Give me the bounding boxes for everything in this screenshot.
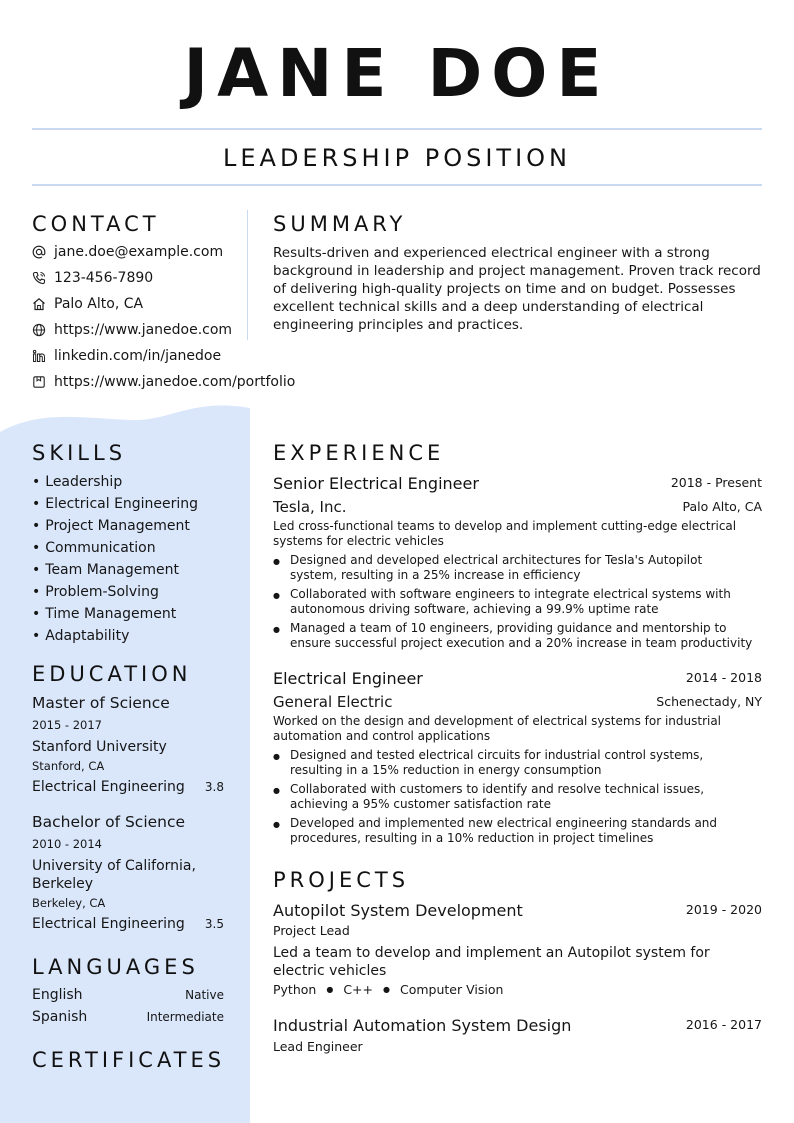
education-school: Stanford University [32, 739, 167, 755]
project-role: Project Lead [273, 923, 350, 938]
separator-dot: ● [326, 985, 334, 994]
job-bullet: ● Managed a team of 10 engineers, providing guidance and mentorship to ensure successful project execution and a 20% increase in team productivity [273, 621, 753, 651]
column-divider [247, 210, 248, 340]
skill-item: • Communication [32, 537, 198, 559]
header-divider-top [32, 128, 762, 130]
certificates-heading: CERTIFICATES [32, 1048, 226, 1072]
job-bullets [273, 553, 753, 655]
education-school: University of California, Berkeley [32, 858, 196, 892]
education-dates: 2010 - 2014 [32, 837, 102, 851]
resume-name: JANE DOE [183, 35, 611, 112]
project-title: Industrial Automation System Design [273, 1016, 572, 1035]
skills-heading: SKILLS [32, 441, 127, 465]
job-description: Led cross-functional teams to develop and implement cutting-edge electrical systems for electric vehicles [273, 519, 737, 548]
education-degree: Master of Science [32, 694, 170, 712]
project-tool: Python [273, 982, 317, 997]
project-title: Autopilot System Development [273, 901, 523, 920]
languages-heading: LANGUAGES [32, 955, 199, 979]
language-name: English [32, 987, 83, 1003]
contact-phone-text: 123-456-7890 [54, 270, 154, 286]
job-title: Senior Electrical Engineer [273, 474, 479, 493]
contact-linkedin-text: linkedin.com/in/janedoe [54, 348, 222, 364]
globe-icon [32, 323, 46, 337]
job-bullet: ● Designed and tested electrical circuits for industrial control systems, resulting in a 15% reduction in energy consumption [273, 748, 753, 778]
contact-website-text: https://www.janedoe.com [54, 322, 233, 338]
job-description: Worked on the design and development of electrical systems for industrial automation and control applications [273, 714, 722, 743]
separator-dot: ● [383, 985, 390, 994]
job-bullet: ● Collaborated with software engineers to integrate electrical systems with autonomous driving software, achieving a 99.9% uptime rate [273, 587, 753, 617]
job-location: Schenectady, NY [656, 694, 762, 709]
portfolio-icon [32, 375, 46, 389]
education-location: Berkeley, CA [32, 896, 106, 910]
contact-portfolio-text: https://www.janedoe.com/portfolio [54, 374, 296, 390]
project-tools [273, 982, 503, 997]
job-company: Tesla, Inc. [273, 498, 347, 516]
experience-heading: EXPERIENCE [273, 441, 445, 465]
project-description: Led a team to develop and implement an Autopilot system for electric vehicles [273, 945, 710, 979]
education-location: Stanford, CA [32, 759, 105, 773]
education-heading: EDUCATION [32, 662, 192, 686]
summary-text: Results-driven and experienced electrical engineer with a strong background in leadership and project management. Proven track record of delivering high-quality projects on time and on budget. Possesses excellent technical skills and a deep understanding of electrical engineering principles and practices. [273, 245, 761, 333]
education-dates: 2015 - 2017 [32, 718, 102, 732]
language-level: Intermediate [146, 1010, 224, 1024]
skill-item: • Time Management [32, 603, 198, 625]
language-name: Spanish [32, 1009, 88, 1025]
contact-email[interactable] [32, 241, 223, 263]
contact-heading: CONTACT [32, 212, 160, 236]
skills-list [32, 471, 198, 647]
position-title: LEADERSHIP POSITION [223, 144, 571, 172]
skill-item: • Electrical Engineering [32, 493, 198, 515]
job-dates: 2018 - Present [670, 475, 762, 490]
linkedin-icon [32, 349, 46, 363]
skill-item: • Problem-Solving [32, 581, 198, 603]
education-gpa: 3.5 [204, 917, 224, 931]
skill-item: • Leadership [32, 471, 198, 493]
education-field: Electrical Engineering [32, 916, 185, 932]
project-tool: C++ [343, 982, 374, 997]
project-tool: Computer Vision [400, 982, 504, 997]
at-icon [32, 245, 46, 259]
contact-linkedin[interactable] [32, 345, 221, 367]
contact-website[interactable] [32, 319, 232, 341]
skill-item: • Team Management [32, 559, 198, 581]
contact-location [32, 293, 143, 315]
project-role: Lead Engineer [273, 1039, 363, 1054]
summary-heading: SUMMARY [273, 212, 407, 236]
home-icon [32, 297, 46, 311]
skill-item: • Adaptability [32, 625, 198, 647]
job-title: Electrical Engineer [273, 669, 423, 688]
language-row [32, 1009, 224, 1025]
contact-phone[interactable] [32, 267, 153, 289]
job-bullets [273, 748, 753, 850]
job-bullet: ● Collaborated with customers to identify and resolve technical issues, achieving a 95% customer satisfaction rate [273, 782, 753, 812]
job-company: General Electric [273, 693, 393, 711]
header-divider-bottom [32, 184, 762, 186]
education-field: Electrical Engineering [32, 779, 185, 795]
skill-item: • Project Management [32, 515, 198, 537]
project-dates: 2019 - 2020 [685, 902, 762, 917]
job-bullet: ● Designed and developed electrical architectures for Tesla's Autopilot system, resulting in a 25% increase in efficiency [273, 553, 753, 583]
contact-email-text: jane.doe@example.com [54, 244, 224, 260]
job-bullet: ● Developed and implemented new electrical engineering standards and procedures, resulting in a 10% reduction in project timelines [273, 816, 753, 846]
language-level: Native [185, 988, 224, 1002]
projects-heading: PROJECTS [273, 868, 410, 892]
job-location: Palo Alto, CA [682, 499, 762, 514]
contact-portfolio[interactable] [32, 371, 295, 393]
phone-icon [32, 271, 46, 285]
contact-location-text: Palo Alto, CA [54, 296, 144, 312]
project-dates: 2016 - 2017 [685, 1017, 762, 1032]
language-row [32, 987, 224, 1003]
education-gpa: 3.8 [204, 780, 224, 794]
education-degree: Bachelor of Science [32, 813, 186, 831]
job-dates: 2014 - 2018 [685, 670, 762, 685]
